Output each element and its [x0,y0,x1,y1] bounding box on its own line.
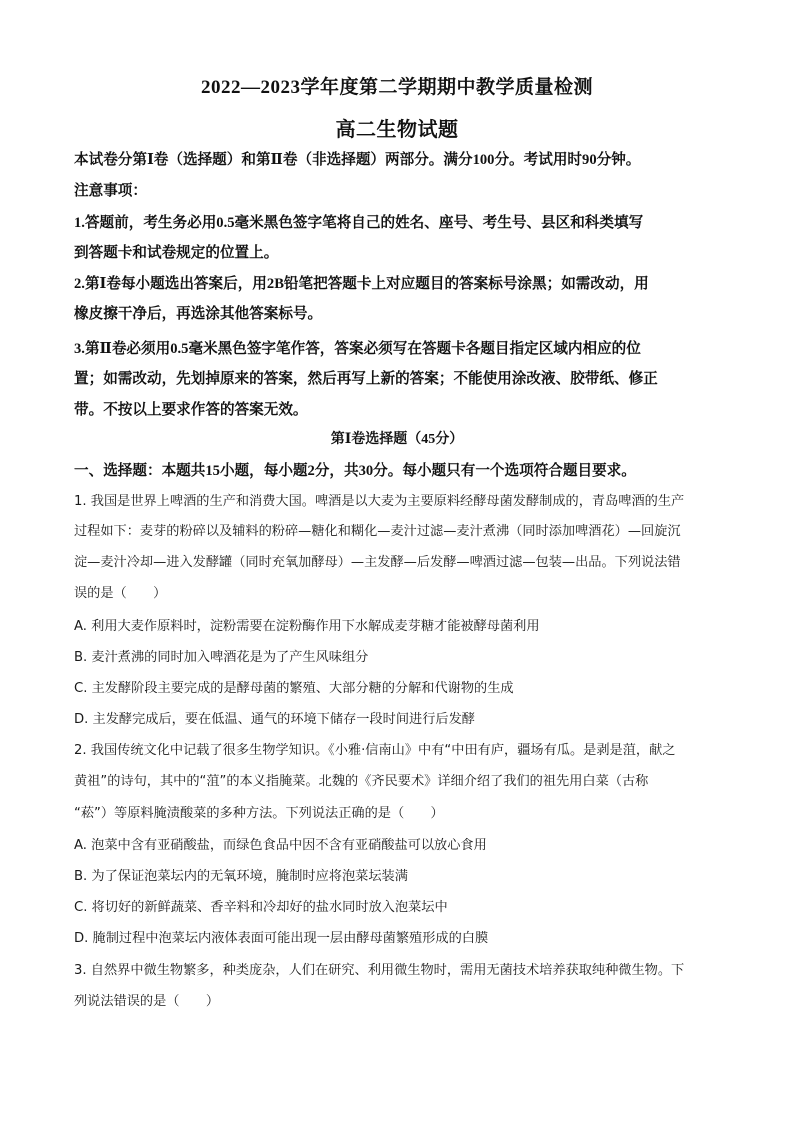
question-stem-line: 1. 我国是世界上啤酒的生产和消费大国。啤酒是以大麦为主要原料经酵母菌发酵制成的，青岛啤酒的生产 [74,494,685,509]
question-stem-line: 列说法错误的是（ ） [74,994,220,1009]
section-instruction: 一、选择题：本题共15小题，每小题2分，共30分。每小题只有一个选项符合题目要求。 [74,463,636,479]
question-stem-line: 过程如下：麦芽的粉碎以及辅料的粉碎—糖化和糊化—麦汁过滤—麦汁煮沸（同时添加啤酒花）—回旋沉 [74,524,681,539]
question-stem-line: “菘”）等原料腌渍酸菜的多种方法。下列说法正确的是（ ） [74,806,444,821]
notice-line: 到答题卡和试卷规定的位置上。 [74,245,279,261]
notice-title: 注意事项： [74,183,147,199]
answer-option: D. 腌制过程中泡菜坛内液体表面可能出现一层由酵母菌繁殖形成的白膜 [74,931,489,946]
question-stem-line: 误的是（ ） [74,586,167,601]
answer-option: D. 主发酵完成后，要在低温、通气的环境下储存一段时间进行后发酵 [74,712,475,727]
answer-option: B. 麦汁煮沸的同时加入啤酒花是为了产生风味组分 [74,650,369,665]
question-stem-line: 2. 我国传统文化中记载了很多生物学知识。《小雅·信南山》中有“中田有庐，疆场有瓜。是剥是菹，献之 [74,743,676,758]
question-stem-line: 黄祖”的诗句，其中的“菹”的本义指腌菜。北魏的《齐民要术》详细介绍了我们的祖先用白菜（古称 [74,774,649,789]
notice-line: 3.第Ⅱ卷必须用0.5毫米黑色签字笔作答，答案必须写在答题卡各题目指定区域内相应的位 [74,341,641,357]
answer-option: B. 为了保证泡菜坛内的无氧环境，腌制时应将泡菜坛装满 [74,869,408,884]
notice-line: 2.第Ⅰ卷每小题选出答案后，用2B铅笔把答题卡上对应题目的答案标号涂黑；如需改动，用 [74,276,649,292]
notice-line: 1.答题前，考生务必用0.5毫米黑色签字笔将自己的姓名、座号、考生号、县区和科类填写 [74,215,644,231]
notice-line: 橡皮擦干净后，再选涂其他答案标号。 [74,306,323,322]
exam-intro: 本试卷分第Ⅰ卷（选择题）和第Ⅱ卷（非选择题）两部分。满分100分。考试用时90分钟。 [74,152,641,168]
answer-option: C. 将切好的新鲜蔬菜、香辛料和冷却好的盐水同时放入泡菜坛中 [74,900,448,915]
answer-option: A. 利用大麦作原料时，淀粉需要在淀粉酶作用下水解成麦芽糖才能被酵母菌利用 [74,619,540,634]
question-stem-line: 3. 自然界中微生物繁多，种类庞杂，人们在研究、利用微生物时，需用无菌技术培养获取纯种微生物。下 [74,963,685,978]
notice-line: 带。不按以上要求作答的答案无效。 [74,402,308,418]
question-stem-line: 淀—麦汁冷却—进入发酵罐（同时充氧加酵母）—主发酵—后发酵—啤酒过滤—包装—出品。下列说法错 [74,555,681,570]
section-title: 第Ⅰ卷选择题（45分） [330,432,464,447]
answer-option: A. 泡菜中含有亚硝酸盐，而绿色食品中因不含有亚硝酸盐可以放心食用 [74,838,487,853]
answer-option: C. 主发酵阶段主要完成的是酵母菌的繁殖、大部分糖的分解和代谢物的生成 [74,681,514,696]
exam-subtitle: 高二生物试题 [335,119,459,141]
exam-title: 2022—2023学年度第二学期期中教学质量检测 [200,77,593,98]
notice-line: 置；如需改动，先划掉原来的答案，然后再写上新的答案；不能使用涂改液、胶带纸、修正 [74,371,658,387]
